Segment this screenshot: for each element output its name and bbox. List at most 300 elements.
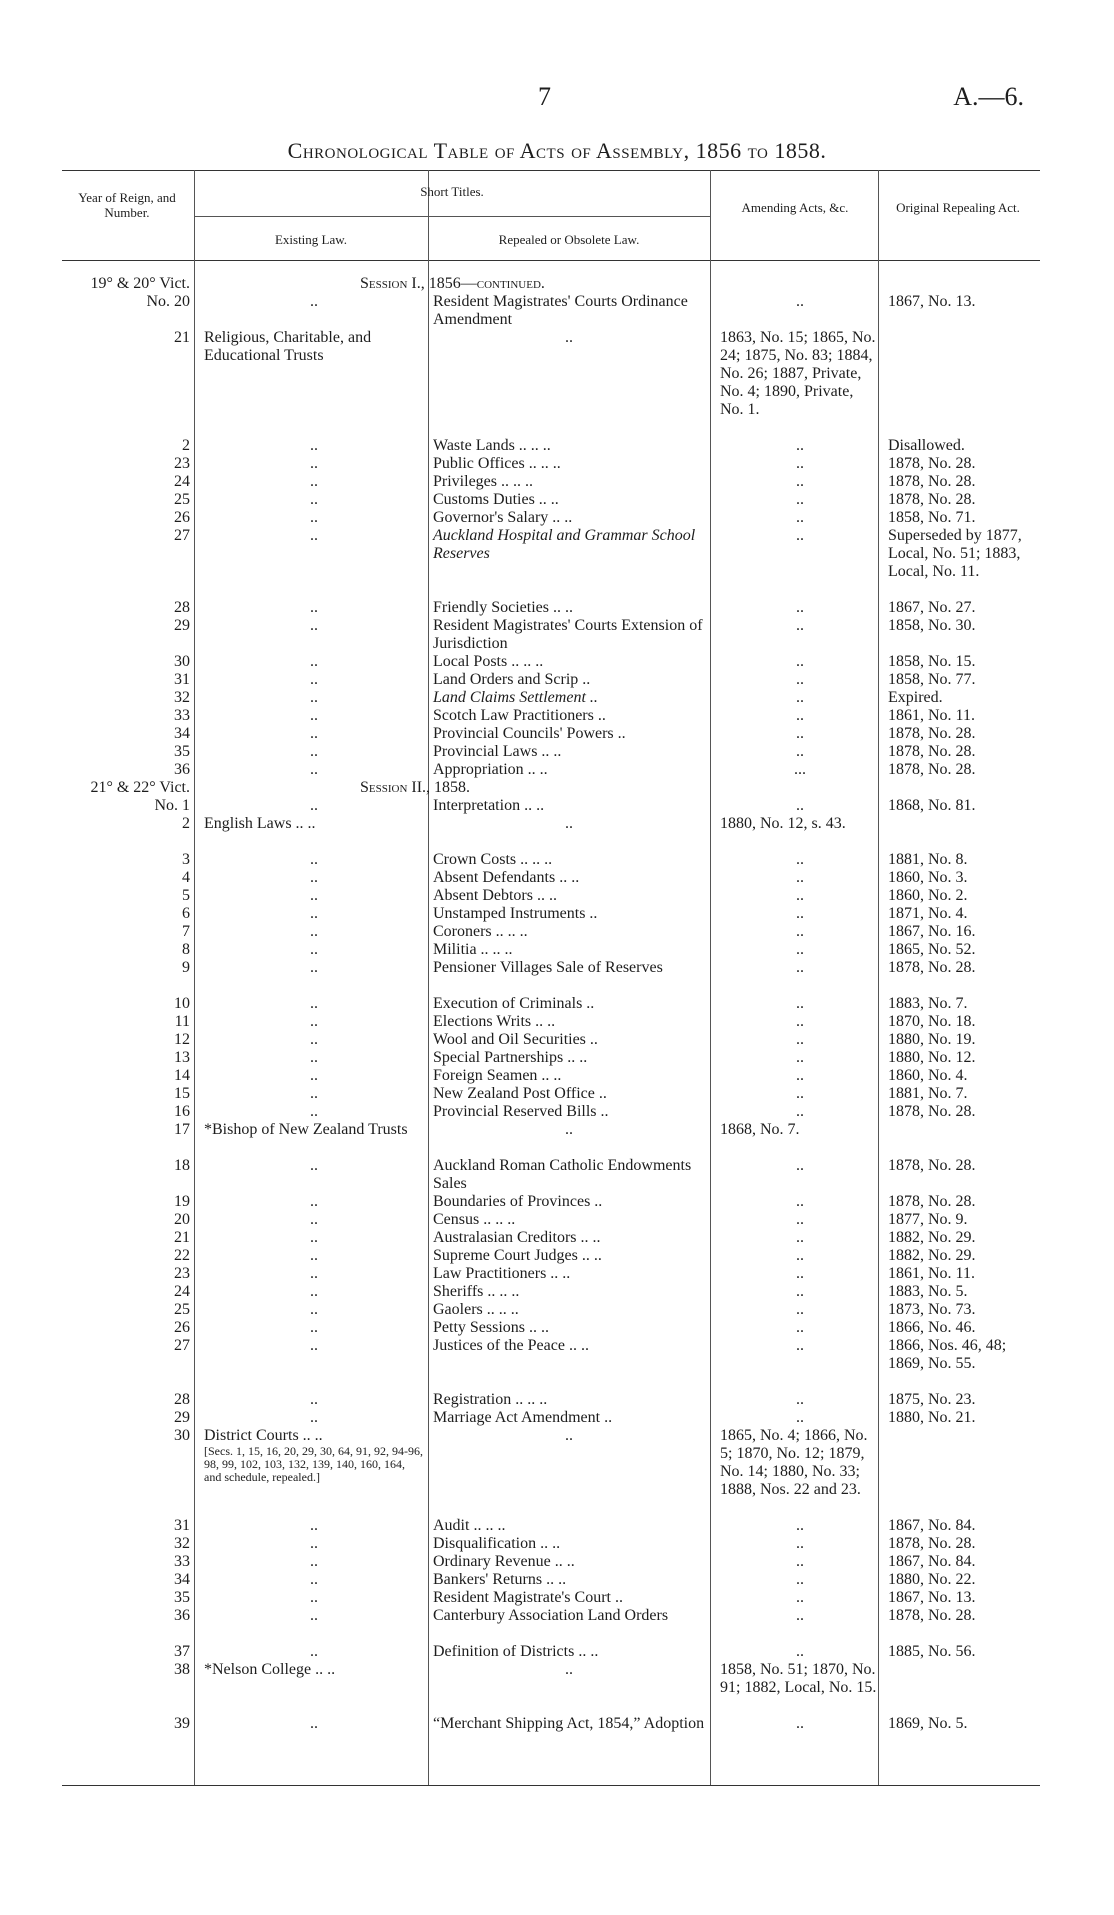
amending-acts: .. bbox=[796, 1247, 804, 1264]
act-number: 10 bbox=[174, 995, 190, 1012]
session-label: Session II., 1858. bbox=[360, 779, 471, 796]
existing-law: .. bbox=[310, 1517, 318, 1534]
amending-acts: .. bbox=[796, 1265, 804, 1282]
amending-acts: .. bbox=[796, 1067, 804, 1084]
act-number: 16 bbox=[174, 1103, 190, 1120]
repealed-law: Absent Debtors .. .. bbox=[433, 887, 557, 904]
act-number: 23 bbox=[174, 455, 190, 472]
amending-acts: .. bbox=[796, 1553, 804, 1570]
existing-law: .. bbox=[310, 1409, 318, 1426]
repealed-law: .. bbox=[565, 329, 573, 346]
original-repealing-act: 1868, No. 81. bbox=[888, 797, 976, 814]
repealed-law: Sheriffs .. .. .. bbox=[433, 1283, 520, 1300]
existing-law: .. bbox=[310, 923, 318, 940]
existing-law: .. bbox=[310, 509, 318, 526]
act-number: 3 bbox=[182, 851, 190, 868]
amending-acts: .. bbox=[796, 1049, 804, 1066]
table-body bbox=[0, 275, 1114, 1751]
existing-law: .. bbox=[310, 1553, 318, 1570]
repealed-law: Resident Magistrates' Courts Ordinance Amendment bbox=[433, 293, 688, 328]
original-repealing-act: 1878, No. 28. bbox=[888, 959, 976, 976]
original-repealing-act: 1878, No. 28. bbox=[888, 455, 976, 472]
table-row bbox=[0, 869, 1114, 887]
original-repealing-act: 1867, No. 84. bbox=[888, 1553, 976, 1570]
table-row bbox=[0, 1517, 1114, 1535]
existing-law: .. bbox=[310, 1067, 318, 1084]
original-repealing-act: 1878, No. 28. bbox=[888, 1157, 976, 1174]
repealed-law: Audit .. .. .. bbox=[433, 1517, 506, 1534]
repealed-law: Registration .. .. .. bbox=[433, 1391, 548, 1408]
header-existing: Existing Law. bbox=[274, 232, 348, 247]
act-number: 34 bbox=[174, 1571, 190, 1588]
existing-law: .. bbox=[310, 1589, 318, 1606]
existing-law: .. bbox=[310, 1391, 318, 1408]
amending-acts: .. bbox=[796, 851, 804, 868]
original-repealing-act: 1858, No. 77. bbox=[888, 671, 976, 688]
existing-law: .. bbox=[310, 1607, 318, 1624]
amending-acts: .. bbox=[796, 1715, 804, 1732]
amending-acts: .. bbox=[796, 1571, 804, 1588]
table-row bbox=[0, 1661, 1114, 1715]
act-number: No. 20 bbox=[146, 293, 190, 310]
repealed-law: Land Claims Settlement .. bbox=[433, 689, 598, 706]
act-number: 12 bbox=[174, 1031, 190, 1048]
existing-law: .. bbox=[310, 1211, 318, 1228]
repealed-law: Privileges .. .. .. bbox=[433, 473, 533, 490]
original-repealing-act: 1866, No. 46. bbox=[888, 1319, 976, 1336]
header-year: Year of Reign, and Number. bbox=[78, 190, 176, 220]
repealed-law: Appropriation .. .. bbox=[433, 761, 548, 778]
act-number: 19 bbox=[174, 1193, 190, 1210]
act-number: 29 bbox=[174, 1409, 190, 1426]
act-number: 9 bbox=[182, 959, 190, 976]
table-row bbox=[0, 1571, 1114, 1589]
original-repealing-act: 1878, No. 28. bbox=[888, 725, 976, 742]
existing-law: *Bishop of New Zealand Trusts bbox=[204, 1121, 408, 1138]
existing-law: .. bbox=[310, 653, 318, 670]
original-repealing-act: 1877, No. 9. bbox=[888, 1211, 968, 1228]
amending-acts: .. bbox=[796, 941, 804, 958]
amending-acts: .. bbox=[796, 1589, 804, 1606]
original-repealing-act: 1860, No. 2. bbox=[888, 887, 968, 904]
repealed-law: Resident Magistrate's Court .. bbox=[433, 1589, 623, 1606]
amending-acts: .. bbox=[796, 491, 804, 508]
amending-acts: 1858, No. 51; 1870, No. 91; 1882, Local, No. 15. bbox=[720, 1661, 877, 1696]
existing-law: .. bbox=[310, 1049, 318, 1066]
original-repealing-act: 1880, No. 12. bbox=[888, 1049, 976, 1066]
table-row bbox=[0, 1589, 1114, 1607]
original-repealing-act: 1867, No. 13. bbox=[888, 1589, 976, 1606]
table-row bbox=[0, 1391, 1114, 1409]
act-number: 33 bbox=[174, 1553, 190, 1570]
table-row bbox=[0, 815, 1114, 851]
amending-acts: .. bbox=[796, 1013, 804, 1030]
header-short-titles: Short Titles. bbox=[420, 184, 484, 199]
existing-law: .. bbox=[310, 473, 318, 490]
amending-acts: .. bbox=[796, 617, 804, 634]
session-label: Session I., 1856—continued. bbox=[360, 275, 545, 292]
table-row bbox=[0, 527, 1114, 599]
act-number: 31 bbox=[174, 671, 190, 688]
original-repealing-act: 1878, No. 28. bbox=[888, 761, 976, 778]
repealed-law: Execution of Criminals .. bbox=[433, 995, 595, 1012]
existing-law: .. bbox=[310, 671, 318, 688]
amending-acts: .. bbox=[796, 1157, 804, 1174]
repealed-law: Wool and Oil Securities .. bbox=[433, 1031, 598, 1048]
table-row bbox=[0, 887, 1114, 905]
original-repealing-act: 1870, No. 18. bbox=[888, 1013, 976, 1030]
original-repealing-act: 1867, No. 27. bbox=[888, 599, 976, 616]
repealed-law: New Zealand Post Office .. bbox=[433, 1085, 607, 1102]
repealed-law: Disqualification .. .. bbox=[433, 1535, 561, 1552]
amending-acts: .. bbox=[796, 1031, 804, 1048]
table-row bbox=[0, 1229, 1114, 1247]
existing-law: .. bbox=[310, 995, 318, 1012]
amending-acts: 1863, No. 15; 1865, No. 24; 1875, No. 83; 1884, No. 26; 1887, Private, No. 4; 1890, Private, No. 1. bbox=[720, 329, 876, 418]
repealed-law: Census .. .. .. bbox=[433, 1211, 516, 1228]
act-number: 28 bbox=[174, 599, 190, 616]
act-number: 23 bbox=[174, 1265, 190, 1282]
header-repealed: Repealed or Obsolete Law. bbox=[498, 232, 640, 247]
repealed-law: Special Partnerships .. .. bbox=[433, 1049, 588, 1066]
table-row bbox=[0, 599, 1114, 617]
amending-acts: .. bbox=[796, 1607, 804, 1624]
original-repealing-act: 1883, No. 5. bbox=[888, 1283, 968, 1300]
table-row bbox=[0, 1247, 1114, 1265]
original-repealing-act: 1861, No. 11. bbox=[888, 1265, 975, 1282]
table-row bbox=[0, 1643, 1114, 1661]
table-row bbox=[0, 1067, 1114, 1085]
original-repealing-act: 1881, No. 7. bbox=[888, 1085, 968, 1102]
existing-law: District Courts .. .. [Secs. 1, 15, 16, 20, 29, 30, 64, 91, 92, 94-96, 98, 99, 102, 103, 132, 139, 140, 160, 164, and schedule, repealed.] bbox=[204, 1427, 423, 1484]
original-repealing-act: 1865, No. 52. bbox=[888, 941, 976, 958]
amending-acts: .. bbox=[796, 671, 804, 688]
repealed-law: .. bbox=[565, 815, 573, 832]
repealed-law: Ordinary Revenue .. .. bbox=[433, 1553, 575, 1570]
repealed-law: Land Orders and Scrip .. bbox=[433, 671, 591, 688]
amending-acts: .. bbox=[796, 725, 804, 742]
table-row bbox=[0, 1085, 1114, 1103]
table-row bbox=[0, 1265, 1114, 1283]
original-repealing-act: 1867, No. 84. bbox=[888, 1517, 976, 1534]
existing-law: .. bbox=[310, 689, 318, 706]
amending-acts: ... bbox=[794, 761, 806, 778]
act-number: 36 bbox=[174, 1607, 190, 1624]
amending-acts: .. bbox=[796, 707, 804, 724]
act-number: 26 bbox=[174, 1319, 190, 1336]
repealed-law: Public Offices .. .. .. bbox=[433, 455, 561, 472]
table-row bbox=[0, 689, 1114, 707]
repealed-law: Supreme Court Judges .. .. bbox=[433, 1247, 602, 1264]
amending-acts: .. bbox=[796, 1517, 804, 1534]
table-row bbox=[0, 1031, 1114, 1049]
reign-year: 21° & 22° Vict. bbox=[90, 779, 190, 796]
original-repealing-act: 1878, No. 28. bbox=[888, 1607, 976, 1624]
act-number: 37 bbox=[174, 1643, 190, 1660]
original-repealing-act: 1882, No. 29. bbox=[888, 1229, 976, 1246]
act-number: 38 bbox=[174, 1661, 190, 1678]
amending-acts: .. bbox=[796, 473, 804, 490]
existing-law: .. bbox=[310, 905, 318, 922]
session-row bbox=[0, 275, 1114, 293]
repealed-law: Justices of the Peace .. .. bbox=[433, 1337, 589, 1354]
amending-acts: .. bbox=[796, 1643, 804, 1660]
amending-acts: .. bbox=[796, 887, 804, 904]
act-number: 30 bbox=[174, 1427, 190, 1444]
original-repealing-act: 1883, No. 7. bbox=[888, 995, 968, 1012]
amending-acts: .. bbox=[796, 1229, 804, 1246]
existing-law: .. bbox=[310, 1715, 318, 1732]
existing-law: .. bbox=[310, 527, 318, 544]
table-title: Chronological Table of Acts of Assembly, 1856 to 1858. bbox=[287, 138, 827, 163]
original-repealing-act: 1867, No. 16. bbox=[888, 923, 976, 940]
existing-law: .. bbox=[310, 941, 318, 958]
original-repealing-act: 1867, No. 13. bbox=[888, 293, 976, 310]
table-row bbox=[0, 1337, 1114, 1391]
table-row bbox=[0, 1049, 1114, 1067]
existing-law: .. bbox=[310, 1229, 318, 1246]
original-repealing-act: 1880, No. 22. bbox=[888, 1571, 976, 1588]
existing-law: .. bbox=[310, 869, 318, 886]
repealed-law: Pensioner Villages Sale of Reserves bbox=[433, 959, 663, 976]
existing-law: .. bbox=[310, 1535, 318, 1552]
amending-acts: .. bbox=[796, 923, 804, 940]
amending-acts: .. bbox=[796, 509, 804, 526]
repealed-law: Boundaries of Provinces .. bbox=[433, 1193, 603, 1210]
table-row bbox=[0, 923, 1114, 941]
repealed-law: Militia .. .. .. bbox=[433, 941, 513, 958]
act-number: 31 bbox=[174, 1517, 190, 1534]
existing-law: .. bbox=[310, 1193, 318, 1210]
repealed-law: Australasian Creditors .. .. bbox=[433, 1229, 601, 1246]
act-number: 33 bbox=[174, 707, 190, 724]
act-number: 4 bbox=[182, 869, 190, 886]
original-repealing-act: Expired. bbox=[888, 689, 943, 706]
amending-acts: .. bbox=[796, 743, 804, 760]
sections-note: [Secs. 1, 15, 16, 20, 29, 30, 64, 91, 92, 94-96, 98, 99, 102, 103, 132, 139, 140, 160, 164, and schedule, repealed.] bbox=[204, 1444, 423, 1484]
page-reference: A.—6. bbox=[953, 82, 1024, 111]
repealed-law: Customs Duties .. .. bbox=[433, 491, 559, 508]
repealed-law: Coroners .. .. .. bbox=[433, 923, 528, 940]
table-row bbox=[0, 293, 1114, 329]
repealed-law: Crown Costs .. .. .. bbox=[433, 851, 553, 868]
existing-law: .. bbox=[310, 851, 318, 868]
existing-law: .. bbox=[310, 617, 318, 634]
act-number: 24 bbox=[174, 473, 190, 490]
act-number: 24 bbox=[174, 1283, 190, 1300]
session-row bbox=[0, 779, 1114, 797]
repealed-law: Governor's Salary .. .. bbox=[433, 509, 573, 526]
amending-acts: 1868, No. 7. bbox=[720, 1121, 800, 1138]
table-row bbox=[0, 1553, 1114, 1571]
act-number: 30 bbox=[174, 653, 190, 670]
repealed-law: Definition of Districts .. .. bbox=[433, 1643, 599, 1660]
original-repealing-act: 1878, No. 28. bbox=[888, 743, 976, 760]
existing-law: Religious, Charitable, and Educational Trusts bbox=[204, 329, 372, 364]
act-number: 13 bbox=[174, 1049, 190, 1066]
table-row bbox=[0, 329, 1114, 437]
existing-law: .. bbox=[310, 1571, 318, 1588]
act-number: 20 bbox=[174, 1211, 190, 1228]
amending-acts: .. bbox=[796, 1409, 804, 1426]
act-number: 29 bbox=[174, 617, 190, 634]
act-number: 17 bbox=[174, 1121, 190, 1138]
original-repealing-act: 1878, No. 28. bbox=[888, 491, 976, 508]
amending-acts: .. bbox=[796, 689, 804, 706]
repealed-law: Bankers' Returns .. .. bbox=[433, 1571, 567, 1588]
act-number: 32 bbox=[174, 1535, 190, 1552]
original-repealing-act: 1880, No. 21. bbox=[888, 1409, 976, 1426]
amending-acts: .. bbox=[796, 1211, 804, 1228]
repealed-law: Canterbury Association Land Orders bbox=[433, 1607, 669, 1624]
original-repealing-act: 1858, No. 15. bbox=[888, 653, 976, 670]
table-row bbox=[0, 995, 1114, 1013]
repealed-law: Gaolers .. .. .. bbox=[433, 1301, 519, 1318]
table-row bbox=[0, 941, 1114, 959]
act-number: 11 bbox=[174, 1013, 190, 1030]
header-original: Original Repealing Act. bbox=[896, 200, 1020, 215]
repealed-law: Interpretation .. .. bbox=[433, 797, 545, 814]
amending-acts: 1880, No. 12, s. 43. bbox=[720, 815, 846, 832]
table-row bbox=[0, 1427, 1114, 1517]
existing-law: *Nelson College .. .. bbox=[204, 1661, 336, 1678]
existing-law: .. bbox=[310, 293, 318, 310]
repealed-law: Auckland Hospital and Grammar School Reserves bbox=[433, 527, 696, 562]
original-repealing-act: 1885, No. 56. bbox=[888, 1643, 976, 1660]
act-number: 21 bbox=[174, 1229, 190, 1246]
existing-law: .. bbox=[310, 599, 318, 616]
amending-acts: .. bbox=[796, 905, 804, 922]
repealed-law: Friendly Societies .. .. bbox=[433, 599, 573, 616]
table-row bbox=[0, 707, 1114, 725]
table-row bbox=[0, 1607, 1114, 1643]
header-amending: Amending Acts, &c. bbox=[741, 200, 849, 215]
repealed-law: Auckland Roman Catholic Endowments Sales bbox=[433, 1157, 692, 1192]
short-titles-divider bbox=[194, 216, 710, 217]
original-repealing-act: 1881, No. 8. bbox=[888, 851, 968, 868]
repealed-law: “Merchant Shipping Act, 1854,” Adoption bbox=[433, 1715, 705, 1732]
existing-law: .. bbox=[310, 1337, 318, 1354]
repealed-law: Absent Defendants .. .. bbox=[433, 869, 580, 886]
existing-law: .. bbox=[310, 761, 318, 778]
act-number: 7 bbox=[182, 923, 190, 940]
table-row bbox=[0, 455, 1114, 473]
original-repealing-act: 1869, No. 5. bbox=[888, 1715, 968, 1732]
amending-acts: .. bbox=[796, 455, 804, 472]
amending-acts: 1865, No. 4; 1866, No. 5; 1870, No. 12; 1879, No. 14; 1880, No. 33; 1888, Nos. 22 and 23. bbox=[720, 1427, 868, 1498]
amending-acts: .. bbox=[796, 1301, 804, 1318]
table-row bbox=[0, 653, 1114, 671]
table-row bbox=[0, 1409, 1114, 1427]
amending-acts: .. bbox=[796, 1337, 804, 1354]
repealed-law: Scotch Law Practitioners .. bbox=[433, 707, 606, 724]
original-repealing-act: 1861, No. 11. bbox=[888, 707, 975, 724]
table-row bbox=[0, 1319, 1114, 1337]
amending-acts: .. bbox=[796, 1535, 804, 1552]
table-row bbox=[0, 1301, 1114, 1319]
repealed-law: Provincial Reserved Bills .. bbox=[433, 1103, 609, 1120]
act-number: 25 bbox=[174, 491, 190, 508]
repealed-law: Law Practitioners .. .. bbox=[433, 1265, 571, 1282]
table-row bbox=[0, 743, 1114, 761]
rule-header-bottom bbox=[62, 260, 1040, 261]
repealed-law: Waste Lands .. .. .. bbox=[433, 437, 551, 454]
original-repealing-act: 1875, No. 23. bbox=[888, 1391, 976, 1408]
amending-acts: .. bbox=[796, 653, 804, 670]
act-number: 26 bbox=[174, 509, 190, 526]
act-number: 2 bbox=[182, 815, 190, 832]
act-number: 39 bbox=[174, 1715, 190, 1732]
table-row bbox=[0, 761, 1114, 779]
existing-law: .. bbox=[310, 707, 318, 724]
existing-law: .. bbox=[310, 1301, 318, 1318]
table-row bbox=[0, 473, 1114, 491]
act-number: 35 bbox=[174, 1589, 190, 1606]
act-number: 25 bbox=[174, 1301, 190, 1318]
act-number: 2 bbox=[182, 437, 190, 454]
table-row bbox=[0, 491, 1114, 509]
existing-law: English Laws .. .. bbox=[204, 815, 316, 832]
amending-acts: .. bbox=[796, 869, 804, 886]
existing-law: .. bbox=[310, 1265, 318, 1282]
original-repealing-act: 1878, No. 28. bbox=[888, 1103, 976, 1120]
act-number: 8 bbox=[182, 941, 190, 958]
existing-law: .. bbox=[310, 1031, 318, 1048]
act-number: 34 bbox=[174, 725, 190, 742]
rule-bottom bbox=[62, 1785, 1040, 1786]
table-row bbox=[0, 797, 1114, 815]
existing-law: .. bbox=[310, 1013, 318, 1030]
repealed-law: .. bbox=[565, 1427, 573, 1444]
amending-acts: .. bbox=[796, 437, 804, 454]
table-row bbox=[0, 1283, 1114, 1301]
table-row bbox=[0, 1211, 1114, 1229]
act-number: No. 1 bbox=[154, 797, 190, 814]
table-row bbox=[0, 671, 1114, 689]
repealed-law: Foreign Seamen .. .. bbox=[433, 1067, 562, 1084]
act-number: 27 bbox=[174, 527, 190, 544]
repealed-law: Provincial Laws .. .. bbox=[433, 743, 562, 760]
repealed-law: Resident Magistrates' Courts Extension of Jurisdiction bbox=[433, 617, 703, 652]
existing-law: .. bbox=[310, 1085, 318, 1102]
original-repealing-act: 1858, No. 30. bbox=[888, 617, 976, 634]
existing-law: .. bbox=[310, 959, 318, 976]
repealed-law: Marriage Act Amendment .. bbox=[433, 1409, 613, 1426]
table-row bbox=[0, 1157, 1114, 1193]
act-number: 35 bbox=[174, 743, 190, 760]
existing-law: .. bbox=[310, 1103, 318, 1120]
rule-top bbox=[62, 170, 1040, 171]
amending-acts: .. bbox=[796, 1391, 804, 1408]
amending-acts: .. bbox=[796, 527, 804, 544]
original-repealing-act: 1878, No. 28. bbox=[888, 1193, 976, 1210]
act-number: 36 bbox=[174, 761, 190, 778]
existing-law: .. bbox=[310, 725, 318, 742]
repealed-law: Provincial Councils' Powers .. bbox=[433, 725, 626, 742]
repealed-law: Local Posts .. .. .. bbox=[433, 653, 544, 670]
act-number: 15 bbox=[174, 1085, 190, 1102]
amending-acts: .. bbox=[796, 1085, 804, 1102]
existing-law: .. bbox=[310, 797, 318, 814]
existing-law: .. bbox=[310, 1643, 318, 1660]
act-number: 6 bbox=[182, 905, 190, 922]
table-row bbox=[0, 1013, 1114, 1031]
act-number: 22 bbox=[174, 1247, 190, 1264]
original-repealing-act: 1873, No. 73. bbox=[888, 1301, 976, 1318]
table-row bbox=[0, 1535, 1114, 1553]
existing-law: .. bbox=[310, 1157, 318, 1174]
table-row bbox=[0, 959, 1114, 995]
